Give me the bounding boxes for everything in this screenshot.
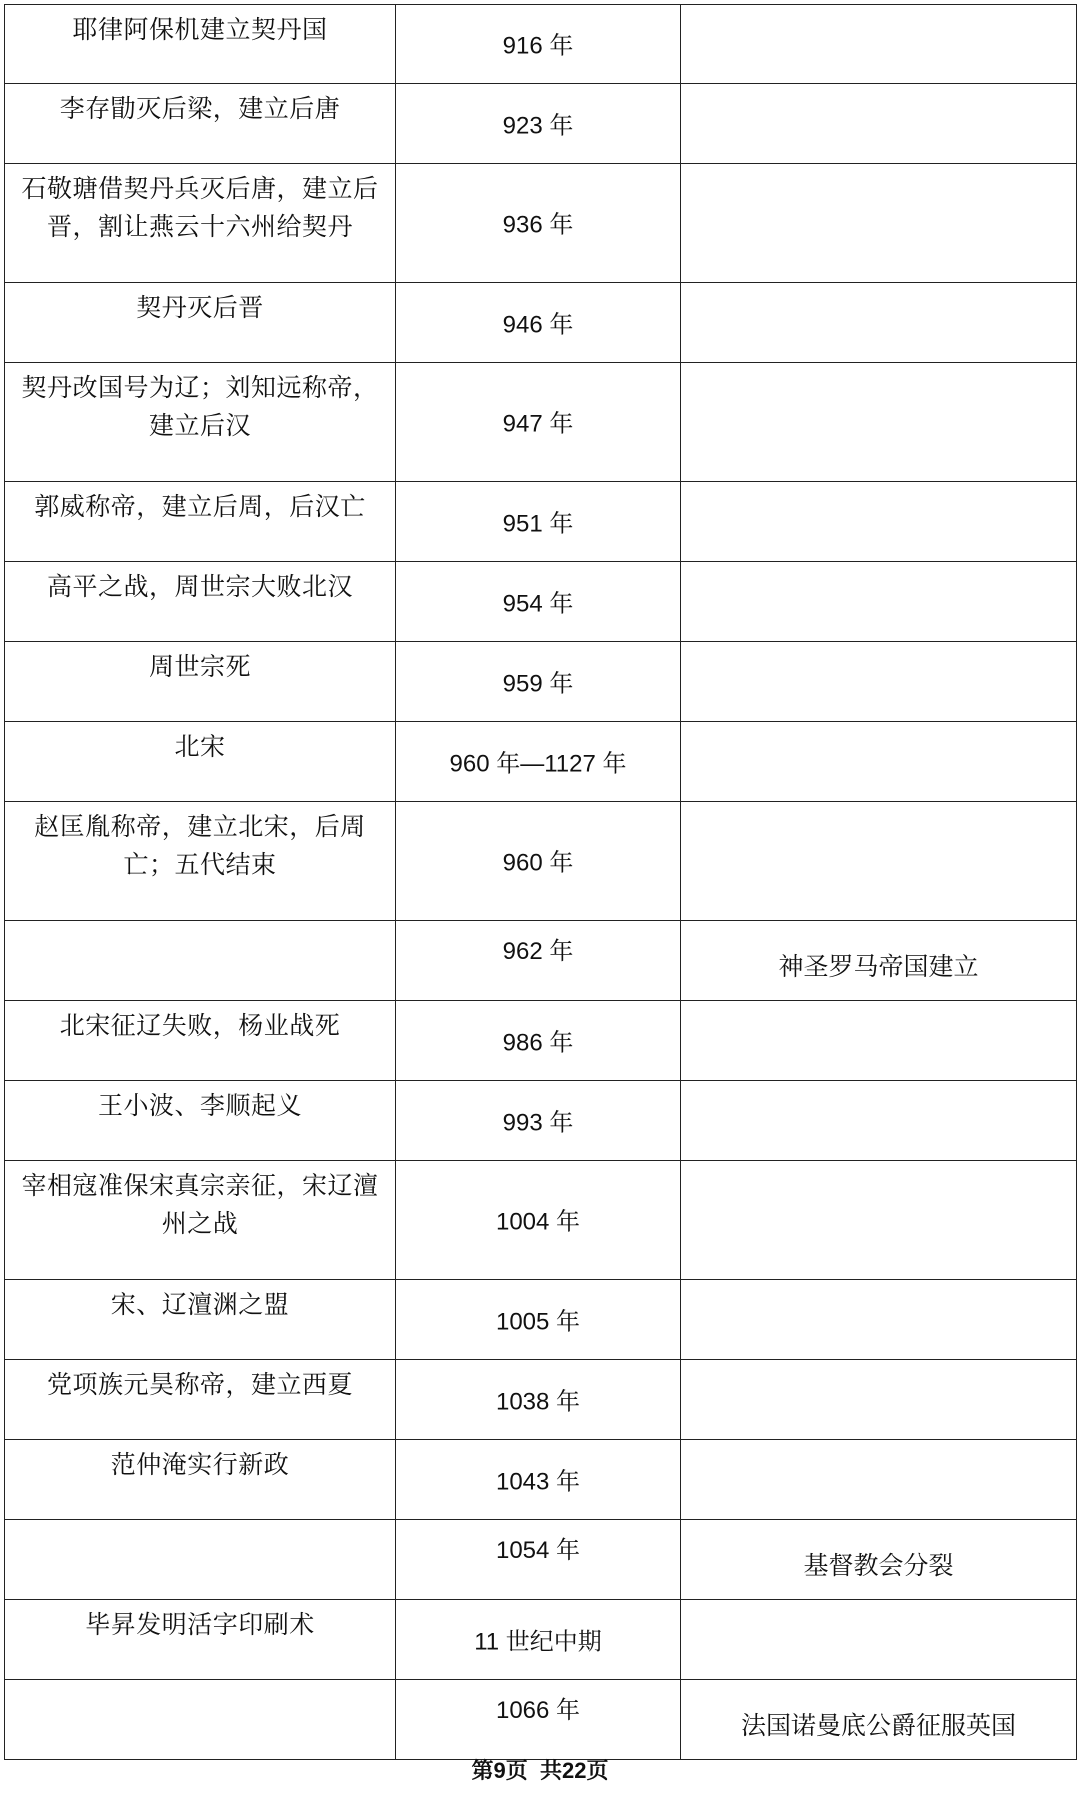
- table-row: [5, 1001, 1077, 1081]
- page-label-suffix: 页: [586, 1758, 609, 1783]
- event-text: 毕昇发明活字印刷术: [85, 1610, 315, 1639]
- event-text: 党项族元昊称帝，建立西夏: [46, 1370, 353, 1399]
- year-text: 954 年: [502, 589, 574, 617]
- event-cell: [5, 164, 396, 283]
- event-cell: [5, 921, 396, 1001]
- world-event-cell: [681, 1440, 1077, 1520]
- event-text: 王小波、李顺起义: [97, 1091, 302, 1120]
- table-row: [5, 482, 1077, 562]
- table-row: [5, 1280, 1077, 1360]
- event-cell: [5, 283, 396, 363]
- event-cell: [5, 1161, 396, 1280]
- year-text: 960 年: [502, 849, 574, 877]
- event-cell: [5, 84, 396, 164]
- table-row: [5, 1081, 1077, 1161]
- table-row: [5, 1680, 1077, 1760]
- world-event-cell: [681, 1280, 1077, 1360]
- event-cell: [5, 802, 396, 921]
- world-event-cell: [681, 1600, 1077, 1680]
- world-event-cell: [681, 722, 1077, 802]
- year-cell: [396, 363, 681, 482]
- world-event-cell: [681, 1081, 1077, 1161]
- event-cell: [5, 1600, 396, 1680]
- world-event-cell: [681, 5, 1077, 84]
- table-row: [5, 1360, 1077, 1440]
- world-event-text: 基督教会分裂: [803, 1551, 954, 1580]
- world-event-cell: [681, 482, 1077, 562]
- year-cell: [396, 1680, 681, 1760]
- page-footer: [0, 1757, 1080, 1785]
- page-number: 9: [493, 1758, 506, 1783]
- table-row: [5, 642, 1077, 722]
- event-text: 北宋: [174, 732, 226, 761]
- event-text: 契丹灭后晋: [136, 293, 264, 322]
- year-text: 959 年: [502, 669, 574, 697]
- table-row: [5, 921, 1077, 1001]
- event-cell: [5, 562, 396, 642]
- year-text: 946 年: [502, 310, 574, 338]
- event-cell: [5, 722, 396, 802]
- year-text: 916 年: [502, 32, 574, 60]
- year-cell: [396, 1081, 681, 1161]
- year-cell: [396, 642, 681, 722]
- year-cell: [396, 1520, 681, 1600]
- event-text: 范仲淹实行新政: [110, 1450, 290, 1479]
- world-event-cell: [681, 921, 1077, 1001]
- event-text: 李存勖灭后梁，建立后唐: [59, 94, 341, 123]
- year-text: 1004 年: [495, 1208, 581, 1236]
- year-cell: [396, 283, 681, 363]
- event-cell: [5, 1440, 396, 1520]
- world-event-text: 法国诺曼底公爵征服英国: [740, 1711, 1016, 1740]
- table-row: [5, 164, 1077, 283]
- year-cell: [396, 1280, 681, 1360]
- world-event-cell: [681, 164, 1077, 283]
- world-event-cell: [681, 642, 1077, 722]
- event-text: 周世宗死: [148, 652, 251, 681]
- year-cell: [396, 1600, 681, 1680]
- event-text: 赵匡胤称帝，建立北宋，后周亡；五代结束: [34, 812, 366, 879]
- year-cell: [396, 84, 681, 164]
- event-cell: [5, 1081, 396, 1161]
- table-row: [5, 283, 1077, 363]
- event-text: 耶律阿保机建立契丹国: [72, 15, 328, 44]
- event-cell: [5, 642, 396, 722]
- world-event-cell: [681, 84, 1077, 164]
- table-row: [5, 1600, 1077, 1680]
- year-cell: [396, 1001, 681, 1081]
- year-cell: [396, 1161, 681, 1280]
- year-cell: [396, 164, 681, 283]
- world-event-cell: [681, 1520, 1077, 1600]
- year-cell: [396, 482, 681, 562]
- year-text: 936 年: [502, 211, 574, 239]
- page-total: 22: [562, 1758, 587, 1783]
- table-row: [5, 802, 1077, 921]
- page-label-prefix: 第: [471, 1758, 494, 1783]
- world-event-cell: [681, 802, 1077, 921]
- year-text: 993 年: [502, 1108, 574, 1136]
- year-text: 962 年: [502, 938, 574, 965]
- event-text: 高平之战，周世宗大败北汉: [46, 572, 353, 601]
- table-row: [5, 562, 1077, 642]
- year-text: 923 年: [502, 111, 574, 139]
- world-event-cell: [681, 562, 1077, 642]
- event-cell: [5, 1520, 396, 1600]
- year-text: 1005 年: [495, 1307, 581, 1335]
- history-timeline-table: [4, 4, 1077, 1760]
- year-cell: [396, 921, 681, 1001]
- event-cell: [5, 482, 396, 562]
- year-text: 1043 年: [495, 1467, 581, 1495]
- year-text: 11 世纪中期: [474, 1627, 602, 1655]
- table-row: [5, 84, 1077, 164]
- event-cell: [5, 1360, 396, 1440]
- year-text: 986 年: [502, 1028, 574, 1056]
- year-text: 951 年: [502, 509, 574, 537]
- event-cell: [5, 1280, 396, 1360]
- event-text: 北宋征辽失败，杨业战死: [59, 1011, 341, 1040]
- year-text: 947 年: [502, 410, 574, 438]
- event-cell: [5, 1001, 396, 1081]
- event-cell: [5, 1680, 396, 1760]
- table-row: [5, 1520, 1077, 1600]
- year-cell: [396, 562, 681, 642]
- year-text: 1038 年: [495, 1387, 581, 1415]
- event-text: 契丹改国号为辽；刘知远称帝，建立后汉: [21, 373, 379, 440]
- table-row: [5, 1161, 1077, 1280]
- table-row: [5, 5, 1077, 84]
- year-text: 1054 年: [495, 1537, 581, 1564]
- event-text: 石敬瑭借契丹兵灭后唐，建立后晋，割让燕云十六州给契丹: [21, 174, 379, 241]
- event-cell: [5, 5, 396, 84]
- world-event-cell: [681, 363, 1077, 482]
- world-event-cell: [681, 1680, 1077, 1760]
- page-label-mid: 页 共: [505, 1758, 562, 1783]
- year-cell: [396, 1440, 681, 1520]
- year-cell: [396, 802, 681, 921]
- event-text: 郭威称帝，建立后周，后汉亡: [34, 492, 366, 521]
- table-row: [5, 1440, 1077, 1520]
- world-event-cell: [681, 1360, 1077, 1440]
- world-event-text: 神圣罗马帝国建立: [778, 952, 979, 981]
- table-row: [5, 363, 1077, 482]
- event-cell: [5, 363, 396, 482]
- event-text: 宰相寇准保宋真宗亲征，宋辽澶州之战: [21, 1171, 379, 1238]
- world-event-cell: [681, 1161, 1077, 1280]
- year-text: 1066 年: [495, 1697, 581, 1724]
- table-row: [5, 722, 1077, 802]
- year-cell: [396, 5, 681, 84]
- year-cell: [396, 722, 681, 802]
- world-event-cell: [681, 283, 1077, 363]
- event-text: 宋、辽澶渊之盟: [110, 1290, 290, 1319]
- year-text: 960 年—1127 年: [449, 749, 627, 777]
- world-event-cell: [681, 1001, 1077, 1081]
- year-cell: [396, 1360, 681, 1440]
